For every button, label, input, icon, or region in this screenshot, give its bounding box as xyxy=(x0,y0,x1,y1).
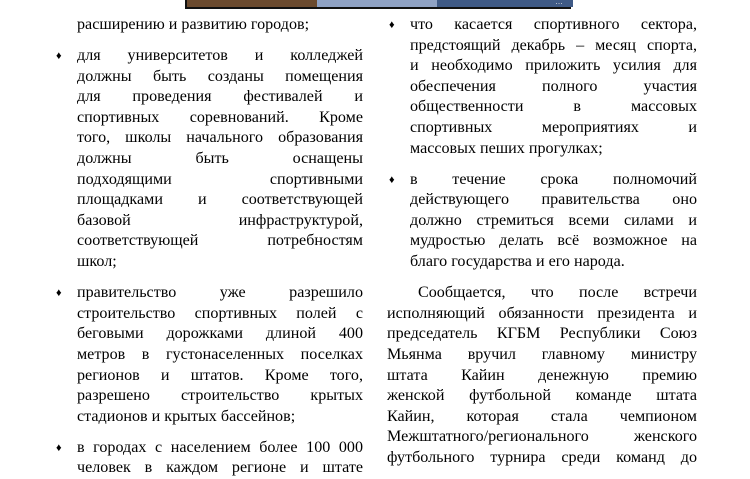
text-line: Кайин, которая стала чемпионом xyxy=(387,407,697,425)
text-line: в течение срока полномочий xyxy=(410,170,697,188)
text-line: действующего правительства оно xyxy=(410,191,697,209)
text-line: спортивных соревнований. Кроме xyxy=(77,108,363,126)
text-line: должны быть созданы помещения xyxy=(77,67,363,85)
text-line: общественности в массовых xyxy=(410,98,697,116)
text-line: что касается спортивного сектора, xyxy=(410,16,697,33)
item-spacer xyxy=(410,159,697,170)
diamond-bullet-icon: ♦ xyxy=(389,19,395,31)
bullet-list-item xyxy=(389,170,697,273)
photo-caption-fragment: … xyxy=(555,0,563,6)
text-line: регионов и штатов. Кроме того, xyxy=(77,366,363,384)
bullet-list-item xyxy=(389,15,697,159)
text-line: разрешено строительство крытых xyxy=(77,387,363,405)
text-line: школ; xyxy=(77,253,117,271)
text-line: стадионов и крытых бассейнов; xyxy=(77,407,296,425)
text-line: площадками и соответствующей xyxy=(77,191,363,209)
text-line: того, школы начального образования xyxy=(77,129,363,147)
diamond-bullet-icon: ♦ xyxy=(56,441,62,454)
text-line: футбольного турнира среди команд до xyxy=(387,448,697,466)
text-line: мудростью делать всё возможное на xyxy=(410,232,697,250)
diamond-bullet-icon: ♦ xyxy=(56,287,62,300)
text-line: председатель КГБМ Республики Союз xyxy=(387,325,697,343)
bullet-list-item xyxy=(56,46,363,273)
text-line: и необходимо приложить усилия для xyxy=(410,57,697,75)
item-spacer xyxy=(77,273,363,284)
text-line: спортивных мероприятиях и xyxy=(410,118,697,136)
item-spacer xyxy=(77,427,363,438)
text-line: массовых пеших прогулках; xyxy=(410,139,603,157)
left-column xyxy=(56,15,363,479)
list-item-continuation xyxy=(77,15,363,36)
text-line: благо государства и его народа. xyxy=(410,253,625,271)
text-line: метров в густонаселенных поселках xyxy=(77,345,363,363)
text-line: правительство уже разрешило xyxy=(77,284,363,302)
photo-band-middle xyxy=(317,0,437,7)
body-paragraph xyxy=(387,283,697,468)
text-line: для университетов и колледжей xyxy=(77,47,363,65)
paragraph-spacer xyxy=(410,273,697,284)
text-line: предстоящий декабрь – месяц спорта, xyxy=(410,36,697,54)
top-photo-fragment xyxy=(185,0,571,9)
text-line: Мьянма вручил главному министру xyxy=(387,345,697,363)
bullet-list-item xyxy=(56,283,363,427)
bullet-list-item xyxy=(56,438,363,479)
text-line: расширению и развитию городов; xyxy=(77,16,310,33)
text-line: для проведения фестивалей и xyxy=(77,88,363,106)
text-line: должно стремиться всеми силами и xyxy=(410,211,697,229)
text-line: человек в каждом регионе и штате xyxy=(77,459,363,477)
text-line: соответствующей потребностям xyxy=(77,232,363,250)
text-line: в городах с населением более 100 000 xyxy=(77,438,363,456)
text-line: исполняющий обязанности президента и xyxy=(387,304,697,322)
text-line: обеспечения полного участия xyxy=(410,77,697,95)
text-line: женской футбольной команде штата xyxy=(387,387,697,405)
photo-band-left xyxy=(187,0,317,7)
text-line: штата Кайин денежную премию xyxy=(387,366,697,384)
diamond-bullet-icon: ♦ xyxy=(56,50,62,63)
right-column xyxy=(387,15,697,468)
text-line: Сообщается, что после встречи xyxy=(418,284,697,302)
item-spacer xyxy=(77,36,363,47)
diamond-bullet-icon: ♦ xyxy=(389,173,395,186)
text-line: Межштатного/регионального женского xyxy=(387,428,697,446)
text-line: строительство спортивных полей с xyxy=(77,304,363,322)
photo-band-right xyxy=(437,0,573,7)
text-line: беговыми дорожками длиной 400 xyxy=(77,325,363,343)
text-line: базовой инфраструктурой, xyxy=(77,211,363,229)
text-line: подходящими спортивными xyxy=(77,170,363,188)
text-line: должны быть оснащены xyxy=(77,150,363,168)
